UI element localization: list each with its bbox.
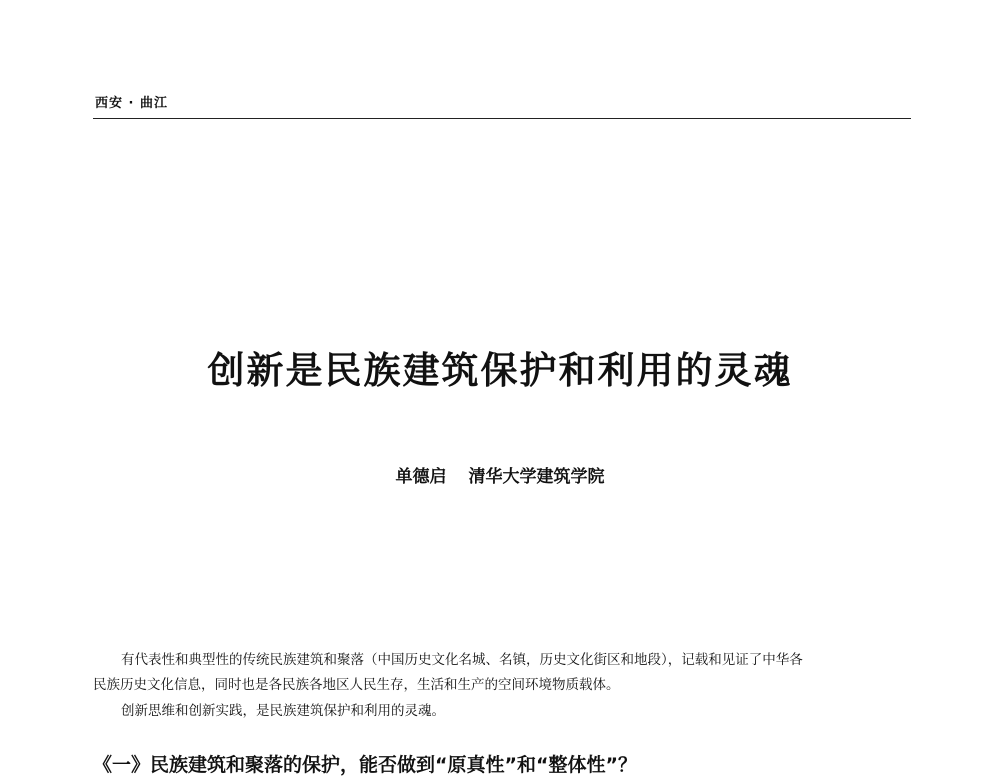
paragraph-2: 创新思维和创新实践，是民族建筑保护和利用的灵魂。 (121, 703, 445, 719)
author-affiliation: 清华大学建筑学院 (468, 467, 605, 487)
paragraph-1-line-2: 民族历史文化信息，同时也是各民族各地区人民生存，生活和生产的空间环境物质载体。 (93, 677, 620, 693)
article-title: 创新是民族建筑保护和利用的灵魂 (207, 348, 793, 392)
section-heading: 《一》民族建筑和聚落的保护，能否做到“原真性”和“整体性”？ (93, 754, 637, 776)
running-head: 西安 · 曲江 (95, 96, 168, 111)
header-divider (93, 118, 911, 119)
paragraph-1-line-1: 有代表性和典型性的传统民族建筑和聚落（中国历史文化名城、名镇，历史文化街区和地段），记载和见证了中华各 (121, 652, 803, 668)
byline (0, 462, 1000, 487)
author-name: 单德启 (395, 467, 447, 487)
